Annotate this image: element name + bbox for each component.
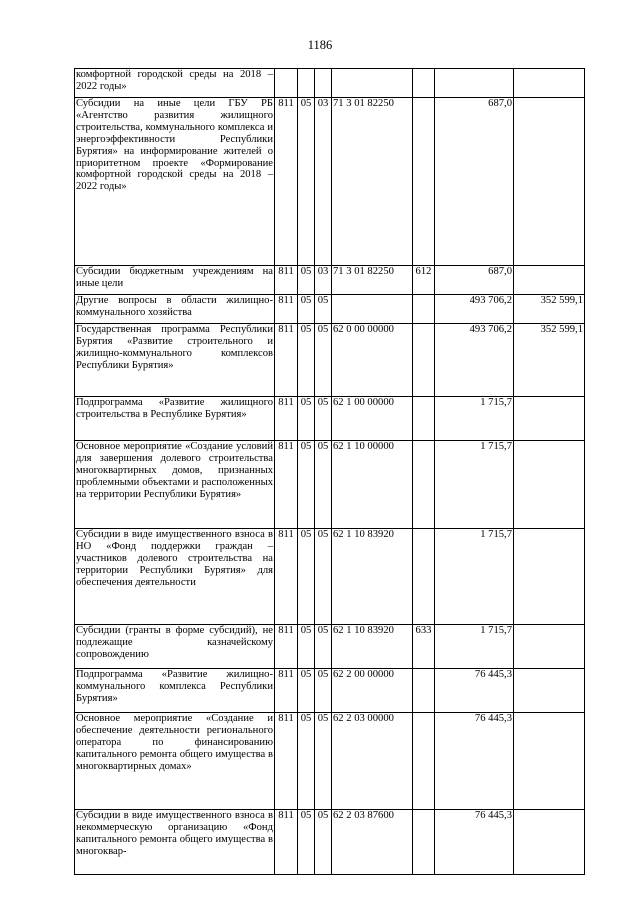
row-rz: 05 [298, 529, 315, 625]
row-vr [413, 69, 435, 98]
table-row [75, 295, 585, 324]
table-row [75, 98, 585, 266]
row-csr [332, 69, 413, 98]
row-name: комфортной городской среды на 2018 – 2022 годы» [75, 69, 275, 98]
row-name: Субсидии в виде имущественного взноса в НО «Фонд поддержки граждан – участников долевого строительства на территории Республики Бурятия» для обеспечения деятельности [75, 529, 275, 625]
row-sum1: 1 715,7 [435, 529, 514, 625]
row-grbs [275, 69, 298, 98]
row-vr [413, 810, 435, 875]
row-rz [298, 69, 315, 98]
row-vr [413, 324, 435, 397]
row-pr: 05 [315, 441, 332, 529]
row-csr: 71 3 01 82250 [332, 98, 413, 266]
row-sum1: 1 715,7 [435, 397, 514, 441]
row-rz: 05 [298, 669, 315, 713]
row-vr [413, 397, 435, 441]
table-row [75, 713, 585, 810]
row-vr [413, 98, 435, 266]
row-grbs: 811 [275, 529, 298, 625]
row-vr [413, 295, 435, 324]
row-sum1: 493 706,2 [435, 324, 514, 397]
row-pr: 03 [315, 266, 332, 295]
row-csr: 62 2 03 87600 [332, 810, 413, 875]
row-name: Субсидии (гранты в форме субсидий), не подлежащие казначейскому сопровождению [75, 625, 275, 669]
row-name: Другие вопросы в области жилищно-коммунального хозяйства [75, 295, 275, 324]
table-row [75, 810, 585, 875]
row-sum1: 76 445,3 [435, 713, 514, 810]
row-sum1: 1 715,7 [435, 441, 514, 529]
table-row [75, 625, 585, 669]
row-pr: 05 [315, 810, 332, 875]
row-rz: 05 [298, 441, 315, 529]
row-name: Субсидии бюджетным учреждениям на иные цели [75, 266, 275, 295]
row-grbs: 811 [275, 295, 298, 324]
row-pr: 05 [315, 397, 332, 441]
row-csr: 62 2 00 00000 [332, 669, 413, 713]
row-sum1: 76 445,3 [435, 669, 514, 713]
table-row [75, 69, 585, 98]
row-vr [413, 713, 435, 810]
row-rz: 05 [298, 98, 315, 266]
row-name: Государственная программа Республики Бурятия «Развитие строительного и жилищно-коммунального комплексов Республики Бурятия» [75, 324, 275, 397]
row-sum1: 76 445,3 [435, 810, 514, 875]
row-grbs: 811 [275, 98, 298, 266]
row-grbs: 811 [275, 441, 298, 529]
row-rz: 05 [298, 810, 315, 875]
row-pr: 05 [315, 295, 332, 324]
row-pr: 03 [315, 98, 332, 266]
row-rz: 05 [298, 266, 315, 295]
table-row [75, 266, 585, 295]
row-csr: 62 0 00 00000 [332, 324, 413, 397]
row-pr [315, 69, 332, 98]
table-row [75, 397, 585, 441]
row-sum2 [514, 69, 585, 98]
row-sum2 [514, 810, 585, 875]
row-sum1: 687,0 [435, 98, 514, 266]
row-rz: 05 [298, 625, 315, 669]
table-row [75, 441, 585, 529]
row-vr [413, 441, 435, 529]
row-csr: 71 3 01 82250 [332, 266, 413, 295]
row-csr: 62 1 10 83920 [332, 625, 413, 669]
row-pr: 05 [315, 625, 332, 669]
row-pr: 05 [315, 324, 332, 397]
row-grbs: 811 [275, 324, 298, 397]
row-rz: 05 [298, 324, 315, 397]
row-csr: 62 2 03 00000 [332, 713, 413, 810]
table-row [75, 669, 585, 713]
row-vr [413, 529, 435, 625]
row-rz: 05 [298, 397, 315, 441]
row-sum2 [514, 266, 585, 295]
row-rz: 05 [298, 295, 315, 324]
row-sum2 [514, 529, 585, 625]
row-csr: 62 1 10 00000 [332, 441, 413, 529]
row-sum2 [514, 397, 585, 441]
row-name: Субсидии в виде имущественного взноса в некоммерческую организацию «Фонд капитального ремонта общего имущества в многоквар- [75, 810, 275, 875]
row-name: Основное мероприятие «Создание условий для завершения долевого строительства многоквартирных домов, признанных проблемными объектами и расположенных на территории Республики Бурятия» [75, 441, 275, 529]
row-grbs: 811 [275, 713, 298, 810]
row-name: Подпрограмма «Развитие жилищно-коммунального комплекса Республики Бурятия» [75, 669, 275, 713]
row-csr: 62 1 10 83920 [332, 529, 413, 625]
row-name: Субсидии на иные цели ГБУ РБ «Агентство развития жилищного строительства, коммунального комплекса и энергоэффективности Республики Бурятия» на информирование жителей о приоритетном проекте «Формирование комфортной городской среды на 2018 – 2022 годы» [75, 98, 275, 266]
table-row [75, 324, 585, 397]
row-csr: 62 1 00 00000 [332, 397, 413, 441]
row-vr: 612 [413, 266, 435, 295]
row-sum1 [435, 69, 514, 98]
row-sum1: 687,0 [435, 266, 514, 295]
row-sum1: 1 715,7 [435, 625, 514, 669]
row-sum2: 352 599,1 [514, 295, 585, 324]
page-number: 1186 [307, 38, 333, 52]
row-vr [413, 669, 435, 713]
budget-table [74, 68, 585, 875]
table-row [75, 529, 585, 625]
row-sum1: 493 706,2 [435, 295, 514, 324]
row-sum2 [514, 669, 585, 713]
row-pr: 05 [315, 529, 332, 625]
row-pr: 05 [315, 713, 332, 810]
row-grbs: 811 [275, 397, 298, 441]
row-name: Подпрограмма «Развитие жилищного строительства в Республике Бурятия» [75, 397, 275, 441]
row-rz: 05 [298, 713, 315, 810]
row-sum2 [514, 625, 585, 669]
row-vr: 633 [413, 625, 435, 669]
row-grbs: 811 [275, 625, 298, 669]
row-sum2 [514, 713, 585, 810]
row-grbs: 811 [275, 669, 298, 713]
row-grbs: 811 [275, 266, 298, 295]
row-pr: 05 [315, 669, 332, 713]
row-grbs: 811 [275, 810, 298, 875]
row-sum2: 352 599,1 [514, 324, 585, 397]
row-sum2 [514, 441, 585, 529]
row-csr [332, 295, 413, 324]
row-name: Основное мероприятие «Создание и обеспечение деятельности регионального оператора по финансированию капитального ремонта общего имущества в многоквартирных домах» [75, 713, 275, 810]
row-sum2 [514, 98, 585, 266]
